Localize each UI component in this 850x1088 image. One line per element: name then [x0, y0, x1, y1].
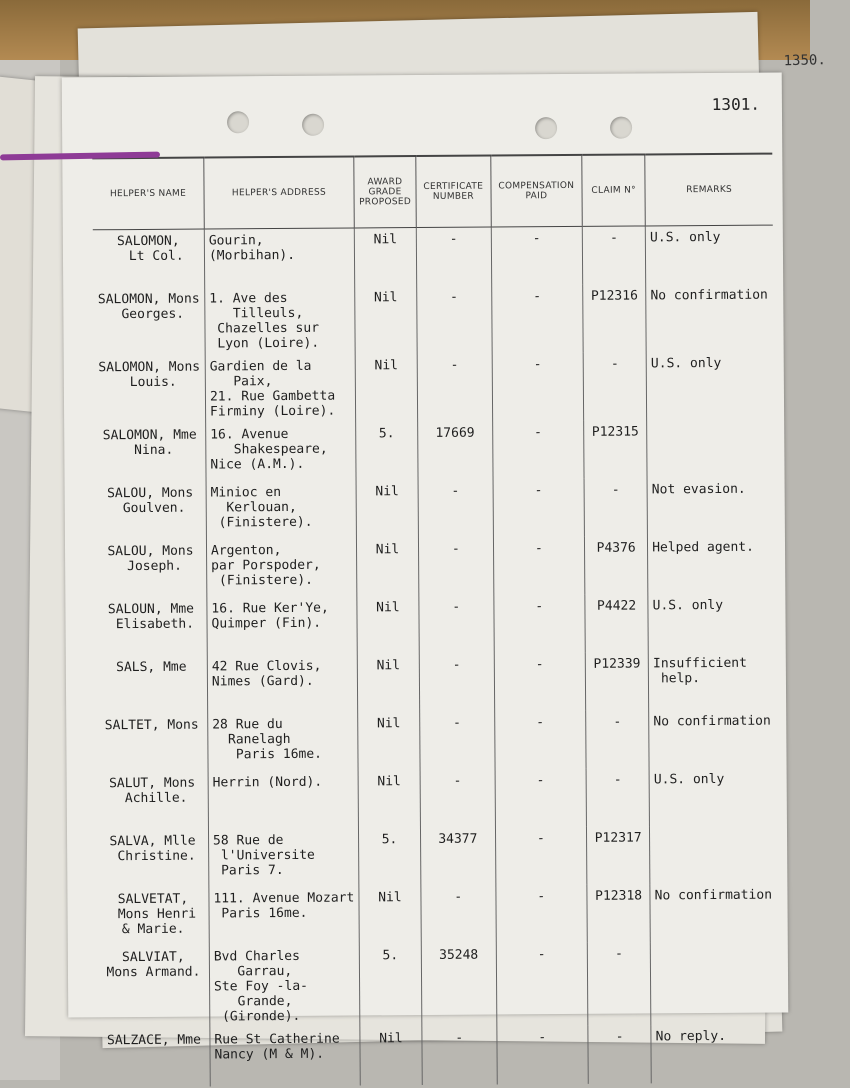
cell-name: SALVETAT, Mons Henri & Marie. [109, 891, 197, 938]
cell-certificate: - [417, 286, 492, 355]
cell-name: SALUT, Mons Achille. [109, 775, 196, 807]
cell-certificate: - [419, 654, 494, 713]
cell-compensation: - [493, 595, 585, 654]
table-row [93, 284, 773, 357]
punch-hole [535, 117, 557, 139]
cell-remarks: No confirmation [646, 284, 774, 353]
cell-claim: P12339 [585, 652, 648, 710]
table-row [96, 710, 776, 773]
cell-certificate: 35248 [421, 944, 496, 1028]
cell-remarks [650, 942, 778, 1026]
cell-claim: P4422 [585, 594, 648, 652]
cell-compensation: - [495, 885, 587, 944]
cell-address: 58 Rue de l'Universite Paris 7. [208, 828, 358, 887]
cell-compensation: - [492, 353, 584, 422]
cell-award: 5. [358, 828, 421, 886]
table-row [97, 884, 777, 947]
header-award: AWARD GRADE PROPOSED [354, 156, 417, 228]
header-name: HELPER'S NAME [92, 158, 204, 230]
cell-award: Nil [357, 596, 420, 654]
punch-hole [302, 114, 324, 136]
cell-remarks: U.S. only [645, 225, 773, 284]
cell-award: Nil [357, 654, 420, 712]
cell-remarks: Insufficient help. [648, 652, 776, 711]
cell-claim: - [586, 710, 649, 768]
cell-claim: P12317 [587, 826, 650, 884]
cell-claim: P4376 [585, 536, 648, 594]
table-row [96, 652, 776, 715]
cell-remarks: U.S. only [648, 594, 776, 653]
ledger-page [62, 72, 789, 1063]
cell-address: 1. Ave des Tilleuls, Chazelles sur Lyon (Loire). [205, 286, 355, 355]
table-row [98, 1025, 778, 1088]
header-address: HELPER'S ADDRESS [204, 156, 354, 229]
cell-compensation: - [493, 537, 585, 596]
cell-award: 5. [355, 422, 418, 480]
cell-remarks: No reply. [651, 1025, 779, 1084]
table-row [94, 352, 774, 425]
cell-compensation: - [491, 226, 583, 285]
cell-claim: - [586, 768, 649, 826]
cell-name: SALVA, Mlle Christine. [109, 833, 196, 865]
cell-certificate: - [419, 596, 494, 655]
cell-remarks: No confirmation [649, 710, 777, 769]
cell-compensation: - [494, 653, 586, 712]
cell-address: Rue St Catherine Nancy (M & M). [210, 1027, 360, 1086]
table-row [95, 478, 775, 541]
cell-name: SALZACE, Mme [106, 1032, 201, 1049]
cell-award: Nil [356, 538, 419, 596]
table-row [94, 420, 774, 483]
cell-compensation: - [495, 769, 587, 828]
cell-claim: P12318 [587, 884, 650, 942]
header-certificate: CERTIFICATE NUMBER [416, 156, 491, 228]
cell-award: Nil [359, 886, 422, 944]
table-row [95, 594, 775, 657]
header-claim: CLAIM N° [582, 154, 646, 226]
cell-claim: - [583, 352, 646, 420]
cell-claim: - [584, 478, 647, 536]
cell-name: SALOMON, Mons Louis. [98, 359, 201, 391]
cell-address: Gourin, (Morbihan). [204, 228, 354, 288]
cell-certificate: - [420, 770, 495, 829]
cell-name: SALS, Mme [116, 659, 187, 676]
cell-claim: P12315 [584, 420, 647, 478]
cell-compensation: - [491, 285, 583, 354]
cell-claim: - [587, 942, 651, 1025]
cell-compensation: - [495, 827, 587, 886]
cell-remarks: Helped agent. [648, 536, 776, 595]
cell-name: SALTET, Mons [104, 717, 199, 734]
cell-compensation: - [496, 943, 588, 1027]
cell-remarks: No confirmation [650, 884, 778, 943]
cell-remarks [650, 826, 778, 885]
cell-award: Nil [356, 480, 419, 538]
cell-award: Nil [355, 354, 418, 422]
cell-claim: P12316 [583, 284, 646, 352]
helpers-table [92, 153, 778, 1088]
cell-address: Minioc en Kerlouan, (Finistere). [206, 480, 356, 539]
cell-claim: - [582, 226, 645, 285]
table-row [97, 826, 777, 889]
header-remarks: REMARKS [645, 154, 773, 226]
cell-name: SALOU, Mons Joseph. [107, 543, 194, 575]
cell-remarks [647, 420, 775, 479]
cell-award: Nil [358, 770, 421, 828]
cell-claim: - [588, 1025, 651, 1083]
table-row [97, 768, 777, 831]
punch-hole [227, 111, 249, 133]
punch-hole [610, 117, 632, 139]
cell-address: 42 Rue Clovis, Nimes (Gard). [207, 654, 357, 713]
cell-award: Nil [360, 1027, 423, 1085]
cell-certificate: - [420, 712, 495, 771]
cell-name: SALVIAT, Mons Armand. [106, 949, 201, 981]
page-number: 1301. [711, 94, 760, 114]
cell-award: Nil [355, 286, 418, 354]
cell-award: Nil [358, 712, 421, 770]
cell-award: Nil [354, 228, 417, 287]
cell-name: SALOU, Mons Goulven. [107, 485, 194, 517]
cell-certificate: - [419, 538, 494, 597]
cell-compensation: - [496, 1026, 588, 1085]
table-row [93, 225, 773, 288]
cell-name: SALOMON, Lt Col. [113, 233, 184, 265]
cell-address: 28 Rue du Ranelagh Paris 16me. [208, 712, 358, 771]
table-row [95, 536, 775, 599]
cell-remarks: U.S. only [646, 352, 774, 421]
cell-certificate: 34377 [421, 828, 496, 887]
cell-address: 16. Avenue Shakespeare, Nice (A.M.). [206, 422, 356, 481]
cell-compensation: - [493, 479, 585, 538]
cell-certificate: - [422, 1027, 497, 1086]
cell-name: SALOUN, Mme Elisabeth. [107, 601, 195, 633]
cell-address: 16. Rue Ker'Ye, Quimper (Fin). [207, 596, 357, 655]
cell-certificate: 17669 [418, 422, 493, 481]
cell-compensation: - [494, 711, 586, 770]
cell-certificate: - [417, 354, 492, 423]
cell-address: Gardien de la Paix, 21. Rue Gambetta Firminy (Loire). [205, 354, 355, 423]
cell-certificate: - [418, 480, 493, 539]
cell-compensation: - [492, 421, 584, 480]
cell-remarks: Not evasion. [647, 478, 775, 537]
cell-address: Herrin (Nord). [208, 770, 358, 829]
cell-address: 111. Avenue Mozart Paris 16me. [209, 886, 359, 945]
cell-award: 5. [359, 944, 422, 1027]
back-page-number: 1350. [783, 52, 826, 70]
header-compensation: COMPENSATION PAID [490, 155, 582, 227]
cell-certificate: - [421, 886, 496, 945]
cell-address: Argenton, par Porspoder, (Finistere). [206, 538, 356, 597]
cell-remarks: U.S. only [649, 768, 777, 827]
cell-name: SALOMON, Mons Georges. [97, 291, 200, 323]
cell-certificate: - [416, 227, 491, 286]
cell-name: SALOMON, Mme Nina. [102, 427, 197, 459]
cell-address: Bvd Charles Garrau, Ste Foy -la- Grande, (Gironde). [209, 944, 359, 1028]
table-row [98, 942, 779, 1030]
table-header-row [92, 154, 772, 230]
